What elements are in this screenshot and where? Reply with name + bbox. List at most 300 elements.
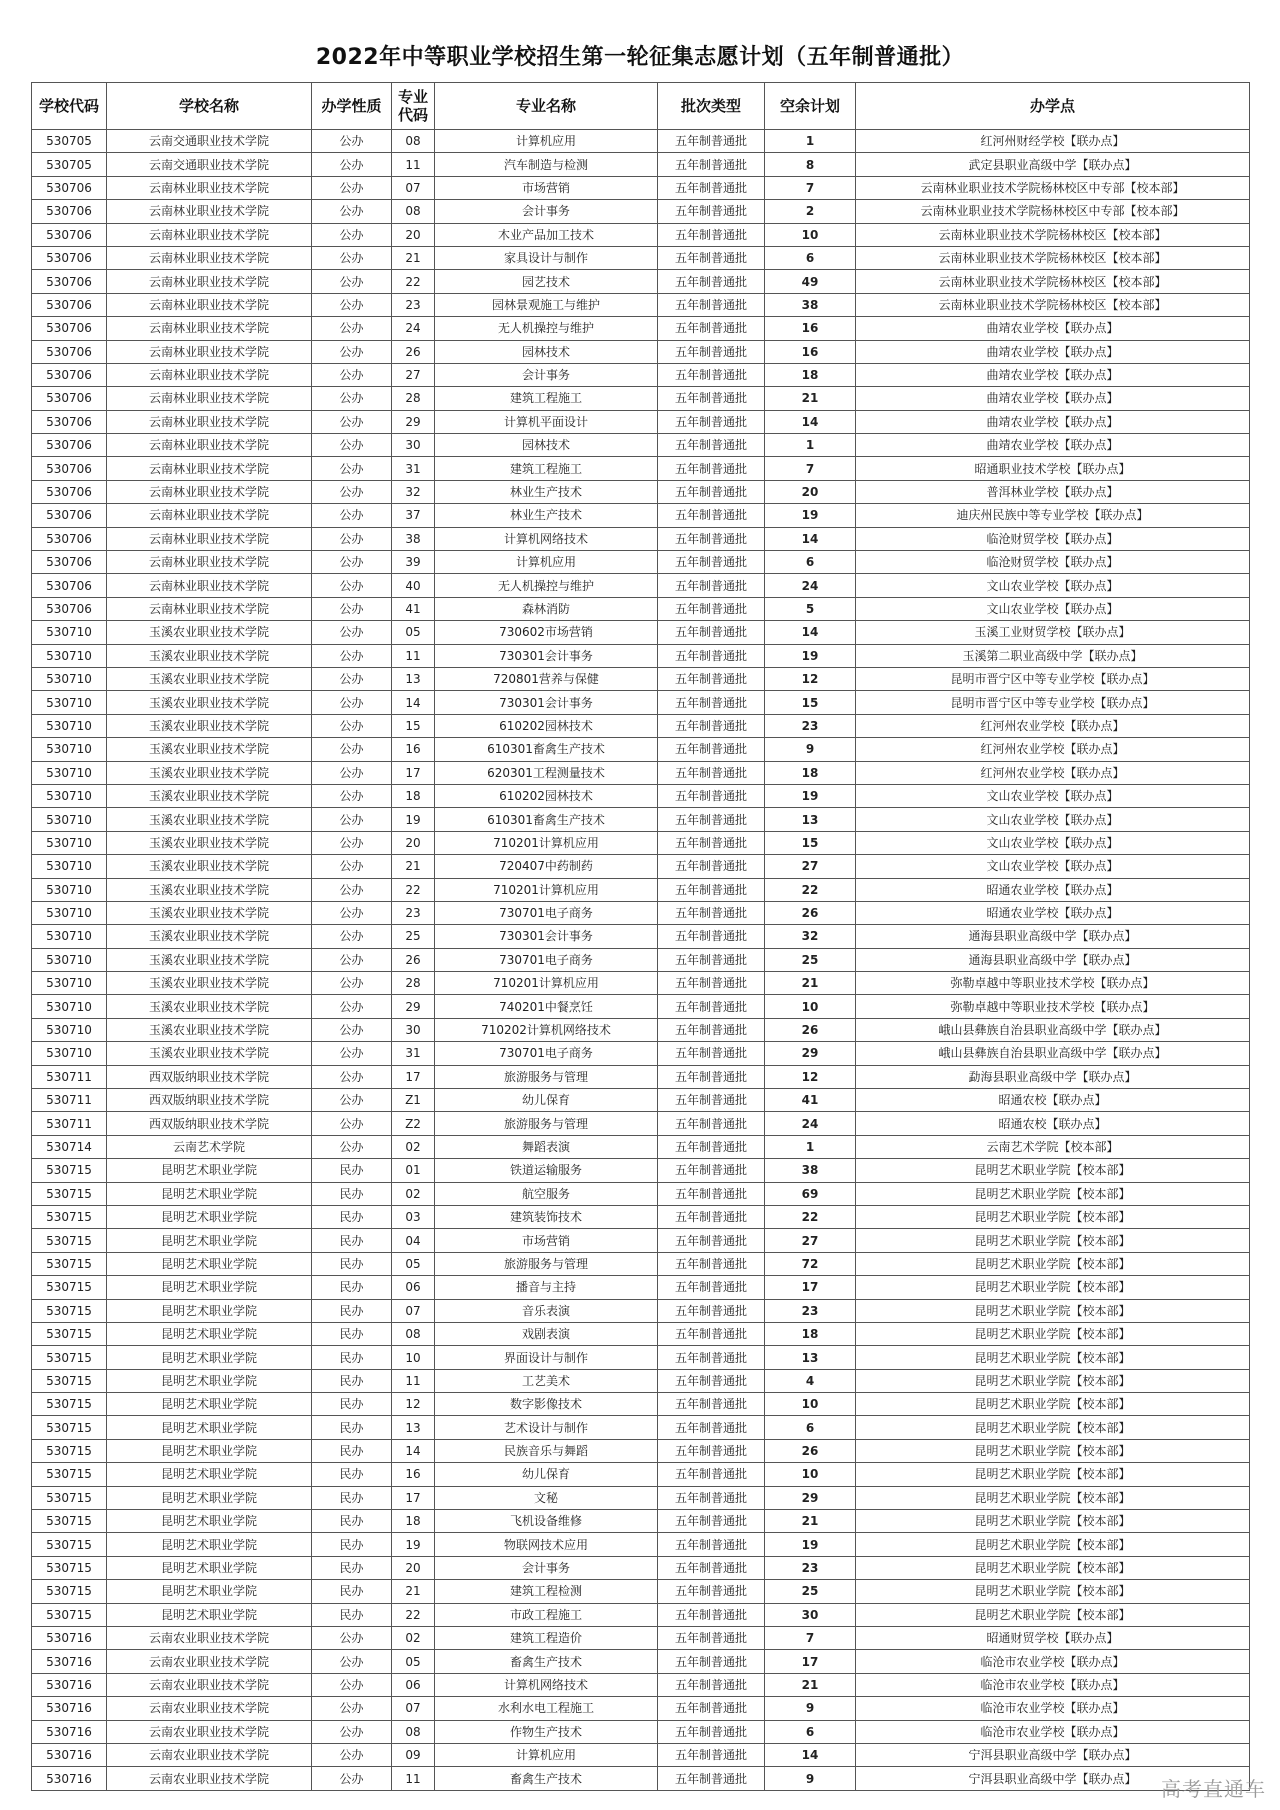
cell-school-name: 云南艺术学院 (107, 1135, 312, 1158)
cell-major-name: 建筑工程造价 (435, 1627, 658, 1650)
cell-school-type: 公办 (312, 246, 392, 269)
cell-campus: 宁洱县职业高级中学【联办点】 (856, 1767, 1250, 1790)
cell-major-name: 园林技术 (435, 434, 658, 457)
cell-major-code: 15 (392, 714, 435, 737)
cell-major-name: 飞机设备维修 (435, 1510, 658, 1533)
cell-vacancy: 13 (765, 1346, 856, 1369)
cell-school-code: 530716 (32, 1720, 107, 1743)
cell-school-type: 民办 (312, 1229, 392, 1252)
cell-major-name: 森林消防 (435, 597, 658, 620)
cell-school-type: 民办 (312, 1159, 392, 1182)
cell-major-name: 710201计算机应用 (435, 972, 658, 995)
cell-vacancy: 6 (765, 1416, 856, 1439)
cell-vacancy: 29 (765, 1042, 856, 1065)
cell-vacancy: 21 (765, 387, 856, 410)
cell-school-name: 玉溪农业职业技术学院 (107, 691, 312, 714)
cell-campus: 昆明艺术职业学院【校本部】 (856, 1603, 1250, 1626)
cell-vacancy: 14 (765, 410, 856, 433)
cell-major-name: 计算机平面设计 (435, 410, 658, 433)
cell-major-code: 11 (392, 1767, 435, 1790)
cell-campus: 云南林业职业技术学院杨林校区中专部【校本部】 (856, 176, 1250, 199)
cell-campus: 云南艺术学院【校本部】 (856, 1135, 1250, 1158)
cell-campus: 临沧财贸学校【联办点】 (856, 527, 1250, 550)
cell-vacancy: 27 (765, 1229, 856, 1252)
table-row (32, 948, 1250, 971)
cell-batch-type: 五年制普通批 (658, 387, 765, 410)
table-row (32, 1580, 1250, 1603)
cell-major-code: 26 (392, 340, 435, 363)
cell-school-type: 民办 (312, 1416, 392, 1439)
cell-major-name: 无人机操控与维护 (435, 317, 658, 340)
table-row (32, 761, 1250, 784)
cell-vacancy: 10 (765, 1463, 856, 1486)
cell-school-type: 民办 (312, 1322, 392, 1345)
cell-school-name: 玉溪农业职业技术学院 (107, 784, 312, 807)
cell-school-type: 公办 (312, 714, 392, 737)
cell-school-code: 530710 (32, 691, 107, 714)
cell-school-code: 530715 (32, 1439, 107, 1462)
cell-batch-type: 五年制普通批 (658, 551, 765, 574)
cell-campus: 峨山县彝族自治县职业高级中学【联办点】 (856, 1018, 1250, 1041)
cell-school-type: 公办 (312, 270, 392, 293)
cell-school-type: 公办 (312, 1089, 392, 1112)
cell-school-type: 公办 (312, 293, 392, 316)
cell-vacancy: 1 (765, 434, 856, 457)
cell-batch-type: 五年制普通批 (658, 1346, 765, 1369)
cell-vacancy: 17 (765, 1276, 856, 1299)
cell-school-type: 公办 (312, 995, 392, 1018)
cell-school-name: 云南林业职业技术学院 (107, 434, 312, 457)
cell-major-code: 14 (392, 691, 435, 714)
cell-major-code: 21 (392, 1580, 435, 1603)
cell-school-type: 公办 (312, 1743, 392, 1766)
cell-vacancy: 69 (765, 1182, 856, 1205)
cell-batch-type: 五年制普通批 (658, 457, 765, 480)
cell-school-code: 530715 (32, 1182, 107, 1205)
cell-school-code: 530715 (32, 1463, 107, 1486)
table-row (32, 1346, 1250, 1369)
cell-major-name: 740201中餐烹饪 (435, 995, 658, 1018)
table-row (32, 1135, 1250, 1158)
cell-campus: 昆明艺术职业学院【校本部】 (856, 1439, 1250, 1462)
cell-major-code: 17 (392, 1065, 435, 1088)
table-row (32, 1439, 1250, 1462)
cell-school-name: 云南农业职业技术学院 (107, 1720, 312, 1743)
cell-school-name: 云南林业职业技术学院 (107, 200, 312, 223)
cell-campus: 昆明艺术职业学院【校本部】 (856, 1276, 1250, 1299)
cell-major-name: 旅游服务与管理 (435, 1252, 658, 1275)
cell-vacancy: 49 (765, 270, 856, 293)
cell-major-name: 建筑工程施工 (435, 457, 658, 480)
cell-school-type: 公办 (312, 831, 392, 854)
cell-school-type: 公办 (312, 551, 392, 574)
cell-vacancy: 23 (765, 714, 856, 737)
table-row (32, 1018, 1250, 1041)
cell-school-type: 公办 (312, 200, 392, 223)
cell-school-name: 云南林业职业技术学院 (107, 223, 312, 246)
cell-campus: 昆明艺术职业学院【校本部】 (856, 1533, 1250, 1556)
cell-campus: 文山农业学校【联办点】 (856, 574, 1250, 597)
cell-major-code: 28 (392, 387, 435, 410)
table-row (32, 457, 1250, 480)
cell-vacancy: 19 (765, 1533, 856, 1556)
cell-school-code: 530706 (32, 293, 107, 316)
cell-major-code: 08 (392, 200, 435, 223)
cell-vacancy: 21 (765, 1673, 856, 1696)
cell-school-type: 民办 (312, 1556, 392, 1579)
cell-major-code: 19 (392, 1533, 435, 1556)
table-row (32, 130, 1250, 153)
cell-school-code: 530716 (32, 1627, 107, 1650)
header-major-name: 专业名称 (435, 83, 658, 130)
cell-major-name: 木业产品加工技术 (435, 223, 658, 246)
table-row (32, 1112, 1250, 1135)
cell-major-code: 18 (392, 1510, 435, 1533)
cell-batch-type: 五年制普通批 (658, 691, 765, 714)
table-row (32, 972, 1250, 995)
table-row (32, 1767, 1250, 1790)
cell-school-type: 公办 (312, 621, 392, 644)
cell-school-code: 530710 (32, 855, 107, 878)
cell-major-code: 11 (392, 153, 435, 176)
header-school-code: 学校代码 (32, 83, 107, 130)
cell-school-code: 530716 (32, 1650, 107, 1673)
cell-major-code: 02 (392, 1627, 435, 1650)
cell-school-code: 530715 (32, 1229, 107, 1252)
cell-batch-type: 五年制普通批 (658, 340, 765, 363)
cell-major-code: 17 (392, 1486, 435, 1509)
cell-major-code: 27 (392, 363, 435, 386)
cell-vacancy: 6 (765, 551, 856, 574)
cell-campus: 昭通农校【联办点】 (856, 1089, 1250, 1112)
cell-school-type: 公办 (312, 1112, 392, 1135)
cell-batch-type: 五年制普通批 (658, 1416, 765, 1439)
cell-major-code: 25 (392, 925, 435, 948)
cell-school-name: 玉溪农业职业技术学院 (107, 995, 312, 1018)
cell-major-code: 08 (392, 1720, 435, 1743)
cell-school-code: 530711 (32, 1112, 107, 1135)
cell-batch-type: 五年制普通批 (658, 1135, 765, 1158)
cell-batch-type: 五年制普通批 (658, 1018, 765, 1041)
cell-school-code: 530715 (32, 1322, 107, 1345)
cell-major-name: 会计事务 (435, 1556, 658, 1579)
cell-campus: 云南林业职业技术学院杨林校区【校本部】 (856, 293, 1250, 316)
cell-school-name: 云南农业职业技术学院 (107, 1697, 312, 1720)
cell-school-name: 云南农业职业技术学院 (107, 1673, 312, 1696)
cell-vacancy: 21 (765, 1510, 856, 1533)
cell-school-name: 云南林业职业技术学院 (107, 340, 312, 363)
cell-school-name: 昆明艺术职业学院 (107, 1229, 312, 1252)
cell-school-code: 530715 (32, 1299, 107, 1322)
cell-school-name: 西双版纳职业技术学院 (107, 1112, 312, 1135)
cell-major-name: 汽车制造与检测 (435, 153, 658, 176)
cell-school-type: 民办 (312, 1580, 392, 1603)
table-row (32, 153, 1250, 176)
cell-major-code: 23 (392, 293, 435, 316)
cell-campus: 曲靖农业学校【联办点】 (856, 434, 1250, 457)
cell-school-code: 530710 (32, 761, 107, 784)
cell-school-name: 玉溪农业职业技术学院 (107, 925, 312, 948)
cell-school-name: 云南林业职业技术学院 (107, 317, 312, 340)
cell-vacancy: 18 (765, 761, 856, 784)
cell-school-code: 530714 (32, 1135, 107, 1158)
cell-batch-type: 五年制普通批 (658, 527, 765, 550)
cell-school-code: 530715 (32, 1603, 107, 1626)
table-row (32, 1229, 1250, 1252)
cell-school-type: 公办 (312, 363, 392, 386)
table-row (32, 1697, 1250, 1720)
cell-school-name: 玉溪农业职业技术学院 (107, 714, 312, 737)
cell-vacancy: 1 (765, 1135, 856, 1158)
cell-major-code: 29 (392, 410, 435, 433)
cell-school-name: 云南林业职业技术学院 (107, 410, 312, 433)
cell-batch-type: 五年制普通批 (658, 1439, 765, 1462)
table-row (32, 1510, 1250, 1533)
cell-school-name: 玉溪农业职业技术学院 (107, 831, 312, 854)
cell-campus: 红河州农业学校【联办点】 (856, 761, 1250, 784)
table-row (32, 1042, 1250, 1065)
cell-major-name: 界面设计与制作 (435, 1346, 658, 1369)
cell-major-code: 11 (392, 1369, 435, 1392)
cell-school-name: 玉溪农业职业技术学院 (107, 972, 312, 995)
cell-school-name: 昆明艺术职业学院 (107, 1439, 312, 1462)
cell-school-type: 民办 (312, 1205, 392, 1228)
cell-school-name: 昆明艺术职业学院 (107, 1533, 312, 1556)
cell-campus: 云南林业职业技术学院杨林校区中专部【校本部】 (856, 200, 1250, 223)
cell-batch-type: 五年制普通批 (658, 1510, 765, 1533)
cell-major-code: 17 (392, 761, 435, 784)
cell-school-name: 昆明艺术职业学院 (107, 1463, 312, 1486)
table-row (32, 1276, 1250, 1299)
cell-campus: 昆明艺术职业学院【校本部】 (856, 1322, 1250, 1345)
cell-major-name: 市政工程施工 (435, 1603, 658, 1626)
table-row (32, 1369, 1250, 1392)
cell-campus: 昆明市晋宁区中等专业学校【联办点】 (856, 691, 1250, 714)
cell-school-name: 西双版纳职业技术学院 (107, 1089, 312, 1112)
cell-vacancy: 19 (765, 504, 856, 527)
cell-school-type: 公办 (312, 667, 392, 690)
cell-major-code: Z2 (392, 1112, 435, 1135)
cell-school-type: 公办 (312, 340, 392, 363)
table-row (32, 410, 1250, 433)
cell-major-name: 730602市场营销 (435, 621, 658, 644)
cell-school-code: 530706 (32, 504, 107, 527)
cell-school-code: 530705 (32, 130, 107, 153)
cell-campus: 昆明艺术职业学院【校本部】 (856, 1369, 1250, 1392)
cell-major-code: 08 (392, 1322, 435, 1345)
cell-major-name: 建筑工程施工 (435, 387, 658, 410)
table-row (32, 1089, 1250, 1112)
cell-batch-type: 五年制普通批 (658, 1089, 765, 1112)
cell-major-code: 29 (392, 995, 435, 1018)
cell-major-name: 计算机应用 (435, 130, 658, 153)
cell-school-code: 530711 (32, 1065, 107, 1088)
cell-campus: 昆明艺术职业学院【校本部】 (856, 1182, 1250, 1205)
cell-school-name: 云南林业职业技术学院 (107, 457, 312, 480)
cell-school-type: 民办 (312, 1603, 392, 1626)
cell-major-code: 21 (392, 855, 435, 878)
cell-school-code: 530706 (32, 176, 107, 199)
cell-vacancy: 22 (765, 878, 856, 901)
cell-vacancy: 12 (765, 1065, 856, 1088)
cell-school-name: 玉溪农业职业技术学院 (107, 878, 312, 901)
cell-school-name: 玉溪农业职业技术学院 (107, 644, 312, 667)
cell-vacancy: 7 (765, 1627, 856, 1650)
cell-school-name: 昆明艺术职业学院 (107, 1486, 312, 1509)
cell-major-code: 07 (392, 1299, 435, 1322)
cell-major-code: 02 (392, 1182, 435, 1205)
header-school-type: 办学性质 (312, 83, 392, 130)
cell-school-type: 公办 (312, 317, 392, 340)
cell-major-code: 01 (392, 1159, 435, 1182)
cell-school-code: 530706 (32, 340, 107, 363)
table-row (32, 621, 1250, 644)
cell-school-code: 530715 (32, 1580, 107, 1603)
cell-school-type: 民办 (312, 1276, 392, 1299)
table-row (32, 1673, 1250, 1696)
cell-batch-type: 五年制普通批 (658, 1743, 765, 1766)
cell-school-name: 玉溪农业职业技术学院 (107, 738, 312, 761)
cell-vacancy: 5 (765, 597, 856, 620)
cell-school-type: 公办 (312, 1650, 392, 1673)
cell-school-name: 云南林业职业技术学院 (107, 551, 312, 574)
cell-school-type: 公办 (312, 901, 392, 924)
table-row (32, 527, 1250, 550)
cell-major-code: 26 (392, 948, 435, 971)
cell-major-code: 14 (392, 1439, 435, 1462)
cell-batch-type: 五年制普通批 (658, 410, 765, 433)
cell-major-name: 计算机应用 (435, 551, 658, 574)
cell-vacancy: 29 (765, 1486, 856, 1509)
cell-major-name: 工艺美术 (435, 1369, 658, 1392)
cell-major-code: 22 (392, 878, 435, 901)
cell-campus: 昭通农业学校【联办点】 (856, 901, 1250, 924)
cell-school-code: 530715 (32, 1393, 107, 1416)
cell-batch-type: 五年制普通批 (658, 1276, 765, 1299)
cell-major-code: 20 (392, 831, 435, 854)
cell-batch-type: 五年制普通批 (658, 948, 765, 971)
cell-campus: 红河州农业学校【联办点】 (856, 714, 1250, 737)
cell-major-name: 720801营养与保健 (435, 667, 658, 690)
cell-school-code: 530710 (32, 714, 107, 737)
cell-school-code: 530710 (32, 995, 107, 1018)
cell-batch-type: 五年制普通批 (658, 1533, 765, 1556)
cell-major-code: 24 (392, 317, 435, 340)
cell-major-name: 文秘 (435, 1486, 658, 1509)
cell-major-name: 710201计算机应用 (435, 831, 658, 854)
cell-school-name: 云南林业职业技术学院 (107, 176, 312, 199)
cell-vacancy: 24 (765, 1112, 856, 1135)
cell-batch-type: 五年制普通批 (658, 738, 765, 761)
cell-major-name: 建筑工程检测 (435, 1580, 658, 1603)
cell-school-type: 公办 (312, 176, 392, 199)
cell-campus: 昆明市晋宁区中等专业学校【联办点】 (856, 667, 1250, 690)
cell-batch-type: 五年制普通批 (658, 1463, 765, 1486)
cell-batch-type: 五年制普通批 (658, 597, 765, 620)
cell-major-code: 06 (392, 1276, 435, 1299)
table-row (32, 1533, 1250, 1556)
cell-campus: 宁洱县职业高级中学【联办点】 (856, 1743, 1250, 1766)
cell-vacancy: 15 (765, 691, 856, 714)
cell-major-code: 12 (392, 1393, 435, 1416)
table-row (32, 691, 1250, 714)
cell-major-name: 戏剧表演 (435, 1322, 658, 1345)
cell-major-name: 710202计算机网络技术 (435, 1018, 658, 1041)
table-row (32, 1627, 1250, 1650)
cell-school-name: 昆明艺术职业学院 (107, 1322, 312, 1345)
header-major-code: 专业 代码 (392, 83, 435, 130)
cell-school-type: 公办 (312, 130, 392, 153)
cell-batch-type: 五年制普通批 (658, 574, 765, 597)
cell-school-name: 云南林业职业技术学院 (107, 270, 312, 293)
cell-school-code: 530710 (32, 972, 107, 995)
cell-school-code: 530706 (32, 363, 107, 386)
cell-campus: 峨山县彝族自治县职业高级中学【联办点】 (856, 1042, 1250, 1065)
cell-school-type: 公办 (312, 1767, 392, 1790)
cell-major-name: 无人机操控与维护 (435, 574, 658, 597)
cell-campus: 昆明艺术职业学院【校本部】 (856, 1416, 1250, 1439)
cell-school-name: 玉溪农业职业技术学院 (107, 808, 312, 831)
cell-school-code: 530706 (32, 410, 107, 433)
cell-major-name: 林业生产技术 (435, 504, 658, 527)
cell-vacancy: 4 (765, 1369, 856, 1392)
cell-school-code: 530710 (32, 878, 107, 901)
cell-school-name: 昆明艺术职业学院 (107, 1556, 312, 1579)
cell-school-name: 昆明艺术职业学院 (107, 1205, 312, 1228)
cell-vacancy: 27 (765, 855, 856, 878)
cell-school-code: 530706 (32, 270, 107, 293)
cell-major-name: 林业生产技术 (435, 480, 658, 503)
cell-school-name: 昆明艺术职业学院 (107, 1299, 312, 1322)
cell-school-name: 玉溪农业职业技术学院 (107, 621, 312, 644)
cell-school-name: 昆明艺术职业学院 (107, 1416, 312, 1439)
cell-major-name: 710201计算机应用 (435, 878, 658, 901)
cell-vacancy: 41 (765, 1089, 856, 1112)
table-row (32, 363, 1250, 386)
table-row (32, 387, 1250, 410)
cell-vacancy: 26 (765, 1018, 856, 1041)
cell-major-name: 物联网技术应用 (435, 1533, 658, 1556)
table-row (32, 1299, 1250, 1322)
cell-major-name: 730701电子商务 (435, 1042, 658, 1065)
table-row (32, 504, 1250, 527)
cell-vacancy: 38 (765, 1159, 856, 1182)
cell-vacancy: 2 (765, 200, 856, 223)
cell-batch-type: 五年制普通批 (658, 1299, 765, 1322)
cell-batch-type: 五年制普通批 (658, 200, 765, 223)
cell-batch-type: 五年制普通批 (658, 153, 765, 176)
cell-school-name: 云南林业职业技术学院 (107, 574, 312, 597)
table-row (32, 1556, 1250, 1579)
cell-school-code: 530716 (32, 1673, 107, 1696)
cell-campus: 文山农业学校【联办点】 (856, 597, 1250, 620)
table-row (32, 1650, 1250, 1673)
cell-school-type: 民办 (312, 1182, 392, 1205)
cell-campus: 昆明艺术职业学院【校本部】 (856, 1556, 1250, 1579)
cell-major-name: 家具设计与制作 (435, 246, 658, 269)
cell-major-name: 航空服务 (435, 1182, 658, 1205)
table-row (32, 1720, 1250, 1743)
cell-vacancy: 18 (765, 1322, 856, 1345)
cell-batch-type: 五年制普通批 (658, 1065, 765, 1088)
cell-major-name: 会计事务 (435, 200, 658, 223)
cell-batch-type: 五年制普通批 (658, 317, 765, 340)
cell-school-code: 530710 (32, 1042, 107, 1065)
cell-batch-type: 五年制普通批 (658, 363, 765, 386)
cell-batch-type: 五年制普通批 (658, 901, 765, 924)
cell-vacancy: 1 (765, 130, 856, 153)
cell-school-type: 公办 (312, 153, 392, 176)
